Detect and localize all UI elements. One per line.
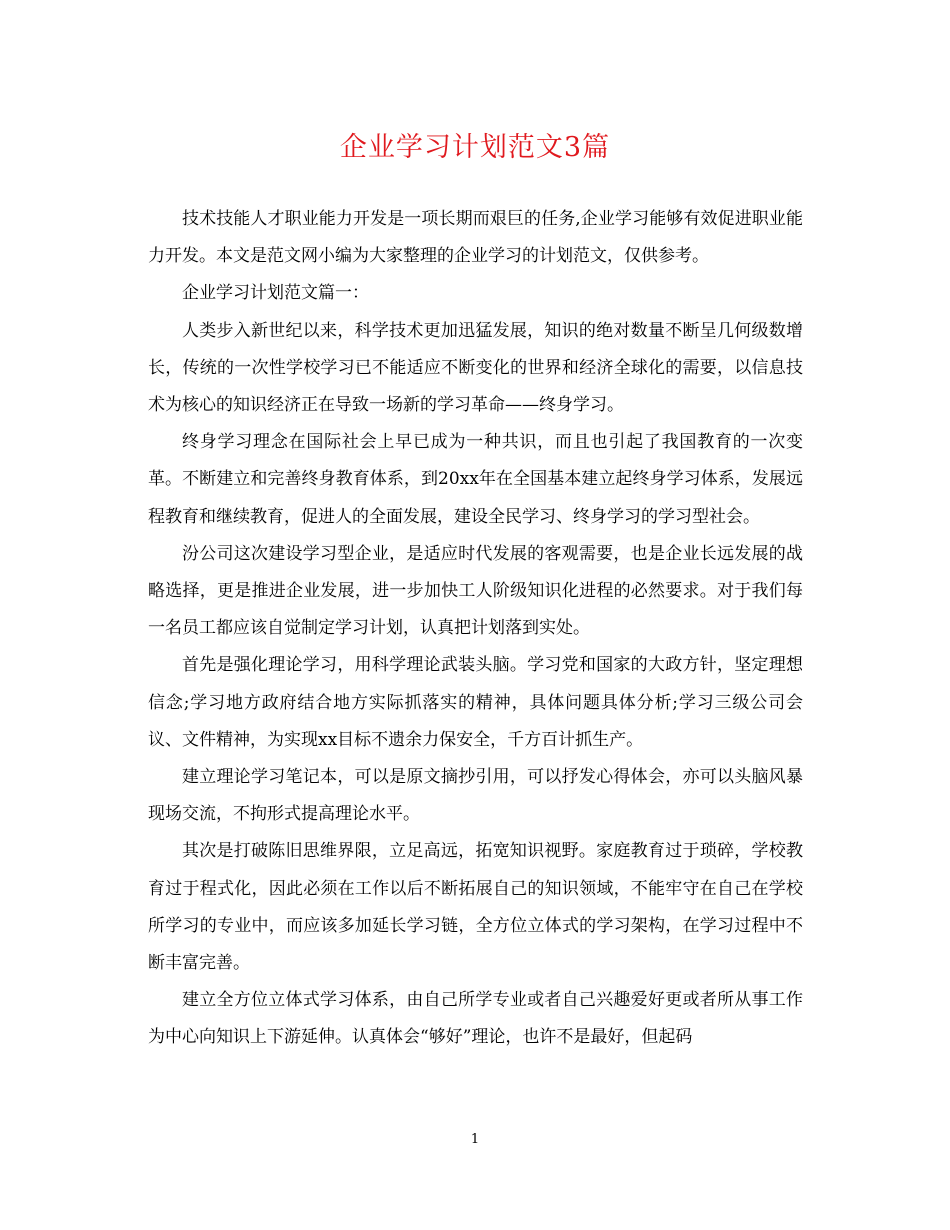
paragraph-education-reform: 终身学习理念在国际社会上早已成为一种共识，而且也引起了我国教育的一次变革。不断建立和完善终身教育体系，到20xx年在全国基本建立起终身学习体系，发展远程教育和继续教育，促进人的全面发展，建设全民学习、终身学习的学习型社会。	[148, 432, 803, 527]
paragraph-learning-enterprise: 汾公司这次建设学习型企业，是适应时代发展的客观需要，也是企业长远发展的战略选择，更是推进企业发展，进一步加快工人阶级知识化进程的必然要求。对于我们每一名员工都应该自觉制定学习计划，认真把计划落到实处。	[148, 543, 803, 639]
document-title: 企业学习计划范文3篇	[339, 132, 611, 163]
paragraph-section-heading: 企业学习计划范文篇一：	[182, 283, 369, 304]
paragraph-broaden-horizons: 其次是打破陈旧思维界限，立足高远，拓宽知识视野。家庭教育过于琐碎，学校教育过于程式化，因此必须在工作以后不断拓展自己的知识领域，不能牢守在自己在学校所学习的专业中，而应该多加延长学习链，全方位立体式的学习架构，在学习过程中不断丰富完善。	[148, 841, 803, 974]
page-number: 1	[470, 1132, 480, 1147]
paragraph-lifelong-learning: 人类步入新世纪以来，科学技术更加迅猛发展，知识的绝对数量不断呈几何级数增长，传统的一次性学校学习已不能适应不断变化的世界和经济全球化的需要，以信息技术为核心的知识经济正在导致一场新的学习革命——终身学习。	[148, 320, 803, 416]
paragraph-study-notes: 建立理论学习笔记本，可以是原文摘抄引用，可以抒发心得体会，亦可以头脑风暴现场交流，不拘形式提高理论水平。	[148, 767, 803, 825]
document-body	[148, 201, 803, 1057]
paragraph-intro: 技术技能人才职业能力开发是一项长期而艰巨的任务,企业学习能够有效促进职业能力开发。本文是范文网小编为大家整理的企业学习的计划范文，仅供参考。	[148, 209, 803, 267]
paragraph-learning-system: 建立全方位立体式学习体系，由自己所学专业或者自己兴趣爱好更或者所从事工作为中心向知识上下游延伸。认真体会“够好”理论，也许不是最好，但起码	[148, 990, 803, 1048]
paragraph-theory-study: 首先是强化理论学习，用科学理论武装头脑。学习党和国家的大政方针，坚定理想信念;学习地方政府结合地方实际抓落实的精神，具体问题具体分析;学习三级公司会议、文件精神，为实现xx目标不遗余力保安全，千方百计抓生产。	[148, 655, 803, 750]
